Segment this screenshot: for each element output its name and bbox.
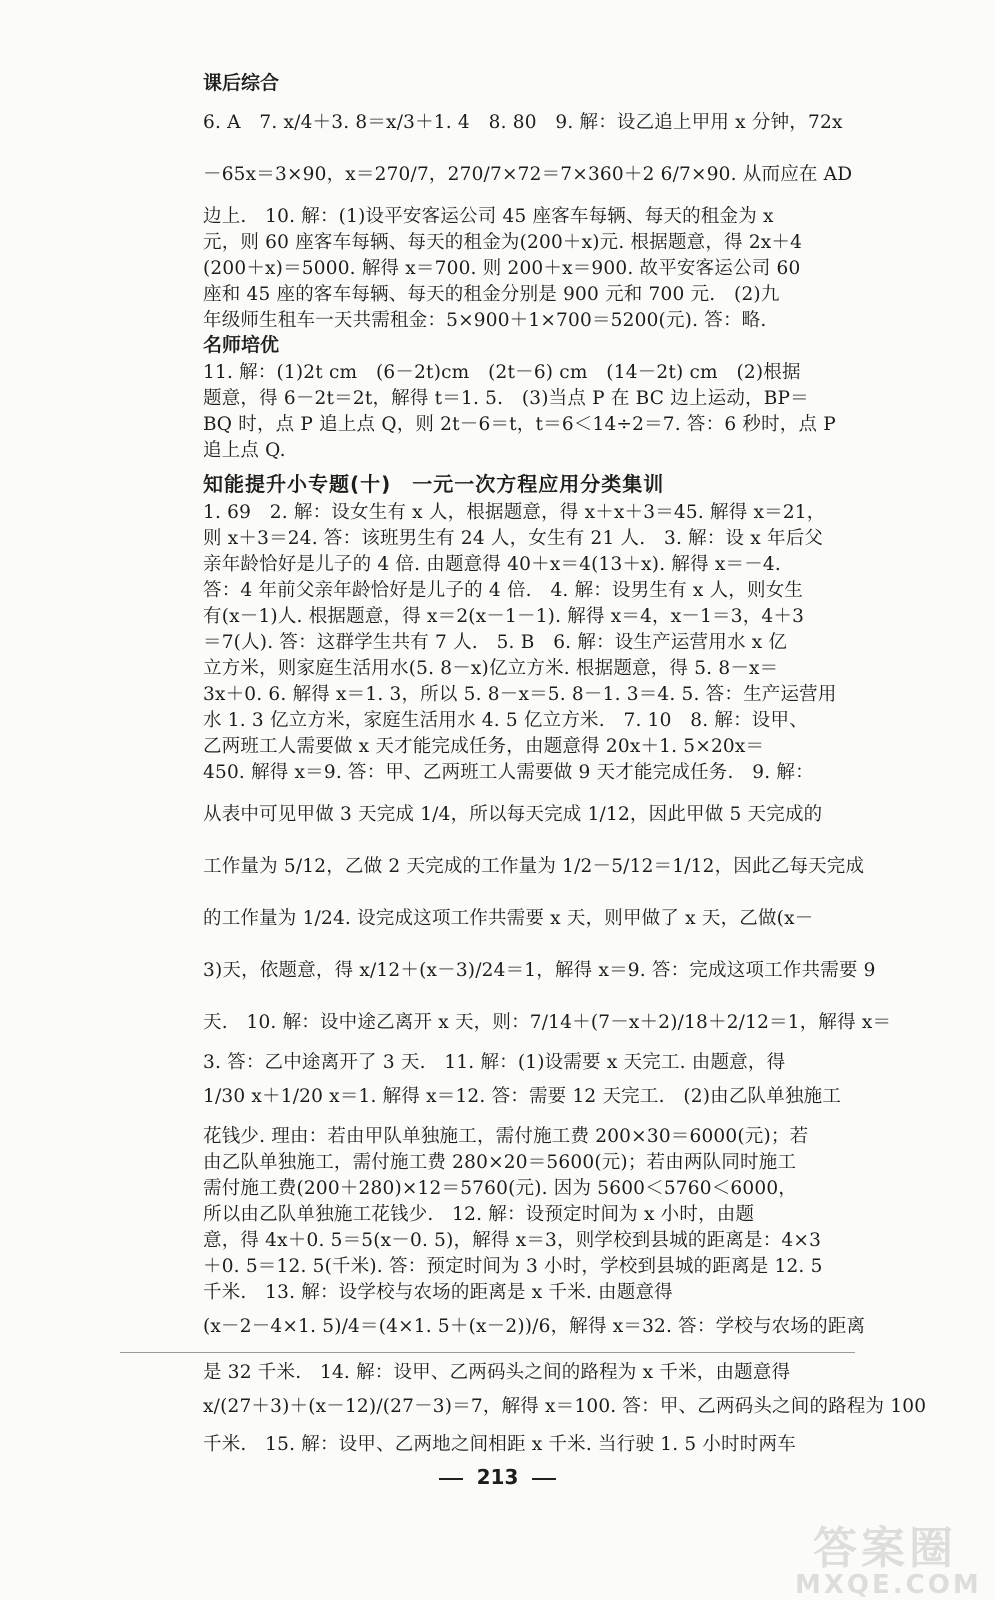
text-line: 花钱少. 理由：若由甲队单独施工，需付施工费 200×30＝6000(元)；若 [203,1126,809,1147]
text-line: 边上. 10. 解：(1)设平安客运公司 45 座客车每辆、每天的租金为 x [203,206,774,227]
page-number-dash [439,1478,463,1480]
text-line: 的工作量为 1/24. 设完成这项工作共需要 x 天，则甲做了 x 天，乙做(x－ [203,908,814,929]
text-line: 所以由乙队单独施工花钱少. 12. 解：设预定时间为 x 小时，由题 [203,1204,755,1225]
text-line: 则 x＋3＝24. 答：该班男生有 24 人，女生有 21 人. 3. 解：设 x 年后父 [203,528,824,549]
text-line: (x－2－4×1. 5)/4＝(4×1. 5＋(x－2))/6，解得 x＝32. 答：学校与农场的距离 [203,1316,866,1337]
text-line: x/(27＋3)＋(x－12)/(27－3)＝7，解得 x＝100. 答：甲、乙两码头之间的路程为 100 [203,1396,927,1417]
text-line: 从表中可见甲做 3 天完成 1/4，所以每天完成 1/12，因此甲做 5 天完成的 [203,804,823,825]
watermark-url: MXQE.COM [795,1570,982,1600]
text-line: 元，则 60 座客车每辆、每天的租金为(200＋x)元. 根据题意，得 2x＋4 [203,232,803,253]
text-line: ＝7(人). 答：这群学生共有 7 人. 5. B 6. 解：设生产运营用水 x 亿 [203,632,788,653]
text-line: 3. 答：乙中途离开了 3 天. 11. 解：(1)设需要 x 天完工. 由题意，得 [203,1052,786,1073]
topic-title: 知能提升小专题(十) 一元一次方程应用分类集训 [203,472,665,496]
text-line: ＋0. 5＝12. 5(千米). 答：预定时间为 3 小时，学校到县城的距离是 12. 5 [203,1256,823,1277]
text-line: 追上点 Q. [203,440,286,461]
section-heading-teacher: 名师培优 [203,334,280,356]
text-line: 11. 解：(1)2t cm (6－2t)cm (2t－6) cm (14－2t) cm (2)根据 [203,362,801,383]
text-line: 有(x－1)人. 根据题意，得 x＝2(x－1－1). 解得 x＝4，x－1＝3，4＋3 [203,606,805,627]
text-line: 题意，得 6－2t＝2t，解得 t＝1. 5. (3)当点 P 在 BC 边上运动，BP＝ [203,388,809,409]
watermark-logo [795,1512,982,1600]
text-line: 450. 解得 x＝9. 答：甲、乙两班工人需要做 9 天才能完成任务. 9. 解： [203,762,814,783]
text-line: 由乙队单独施工，需付施工费 280×20＝5600(元)；若由两队同时施工 [203,1152,797,1173]
text-line: 水 1. 3 亿立方米，家庭生活用水 4. 5 亿立方米. 7. 10 8. 解：设甲、 [203,710,808,731]
text-line: 乙两班工人需要做 x 天才能完成任务，由题意得 20x＋1. 5×20x＝ [203,736,765,757]
text-line: 6. A 7. x/4＋3. 8＝x/3＋1. 4 8. 80 9. 解：设乙追上甲用 x 分钟，72x [203,112,843,133]
text-line: 天. 10. 解：设中途乙离开 x 天，则：7/14＋(7－x＋2)/18＋2/12＝1，解得 x＝ [203,1012,892,1033]
watermark-title: 答案圈 [813,1523,957,1574]
text-line: 3)天，依题意，得 x/12＋(x－3)/24＝1，解得 x＝9. 答：完成这项工作共需要 9 [203,960,876,981]
text-line: 亲年龄恰好是儿子的 4 倍. 由题意得 40＋x＝4(13＋x). 解得 x＝－4. [203,554,781,575]
text-line: 年级师生租车一天共需租金：5×900＋1×700＝5200(元). 答：略. [203,310,767,331]
divider [120,1352,855,1353]
text-line: 工作量为 5/12，乙做 2 天完成的工作量为 1/2－5/12＝1/12，因此乙每天完成 [203,856,865,877]
text-line: 座和 45 座的客车每辆、每天的租金分别是 900 元和 700 元. (2)九 [203,284,780,305]
text-line: 1. 69 2. 解：设女生有 x 人，根据题意，得 x＋x＋3＝45. 解得 x＝21， [203,502,826,523]
text-line: 是 32 千米. 14. 解：设甲、乙两码头之间的路程为 x 千米，由题意得 [203,1362,791,1383]
section-heading-after-class: 课后综合 [203,72,280,94]
page-number [0,1465,995,1489]
text-line: 需付施工费(200＋280)×12＝5760(元). 因为 5600＜5760＜6000， [203,1178,798,1199]
text-line: (200＋x)＝5000. 解得 x＝700. 则 200＋x＝900. 故平安客运公司 60 [203,258,801,279]
text-line: 答：4 年前父亲年龄恰好是儿子的 4 倍. 4. 解：设男生有 x 人，则女生 [203,580,804,601]
text-line: BQ 时，点 P 追上点 Q，则 2t－6＝t，t＝6＜14÷2＝7. 答：6 秒时，点 P [203,414,836,435]
text-line: 立方米，则家庭生活用水(5. 8－x)亿立方米. 根据题意，得 5. 8－x＝ [203,658,779,679]
text-line: 3x＋0. 6. 解得 x＝1. 3，所以 5. 8－x＝5. 8－1. 3＝4. 5. 答：生产运营用 [203,684,837,705]
text-line: 意，得 4x＋0. 5＝5(x－0. 5)，解得 x＝3，则学校到县城的距离是：4×3 [203,1230,822,1251]
text-line: 1/30 x＋1/20 x＝1. 解得 x＝12. 答：需要 12 天完工. (2)由乙队单独施工 [203,1086,842,1107]
text-line: 千米. 15. 解：设甲、乙两地之间相距 x 千米. 当行驶 1. 5 小时时两车 [203,1434,796,1455]
text-line: 千米. 13. 解：设学校与农场的距离是 x 千米. 由题意得 [203,1282,673,1303]
page-number-value: 213 [476,1465,519,1489]
page-number-dash [532,1478,556,1480]
text-line: －65x＝3×90，x＝270/7，270/7×72＝7×360＋2 6/7×90. 从而应在 AD [203,164,853,185]
